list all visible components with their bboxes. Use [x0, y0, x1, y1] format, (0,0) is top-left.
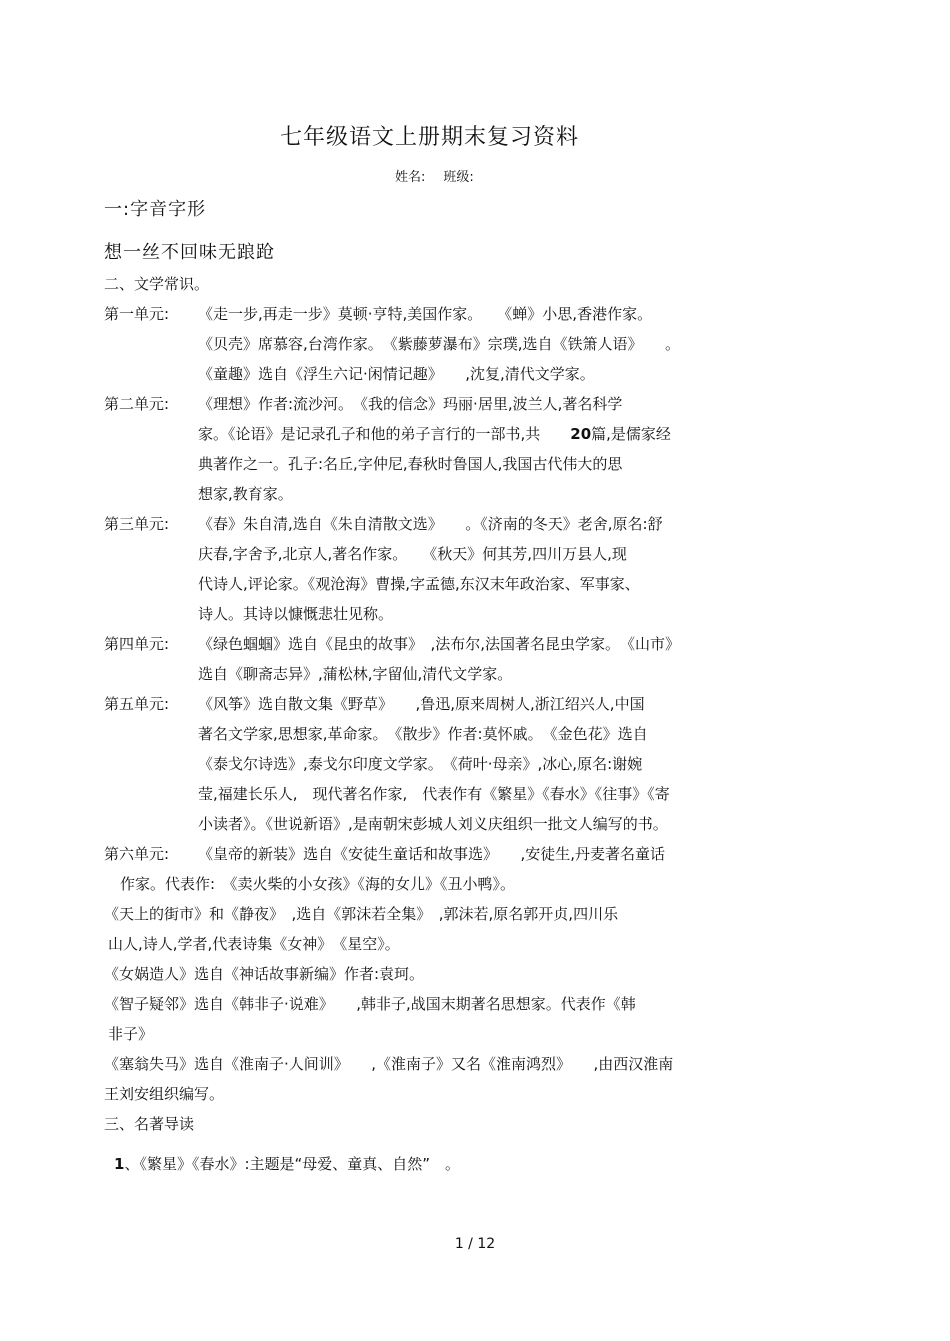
unit-2-line-4: 想家,教育家。 [198, 485, 293, 503]
unit-5-line-3: 《泰戈尔诗选》,泰戈尔印度文学家。 《荷叶·母亲》,冰心,原名:谢婉 [198, 755, 643, 773]
section-heading-1: 一:字音字形 [104, 199, 207, 220]
unit-4-line-2: 选自《聊斋志异》,蒲松林,字留仙,清代文学家。 [198, 665, 513, 683]
unit-5-line-1: 《风筝》选自散文集《野草》 ,鲁迅,原来周树人,浙江绍兴人,中国 [198, 695, 645, 713]
unit-3-line-2: 庆春,字舍予,北京人,著名作家。 《秋天》何其芳,四川万县人,现 [198, 545, 627, 563]
para-1-line-1: 《天上的街市》和《静夜》 ,选自《郭沫若全集》 ,郭沫若,原名郭开贞,四川乐 [104, 905, 619, 923]
unit-2-line-2 [198, 423, 671, 444]
para-3-line-2: 非子》 [108, 1025, 154, 1043]
unit-2-line-2-number: 20 [570, 425, 592, 443]
masterpiece-item-1 [114, 1153, 460, 1174]
unit-6-line-1: 《皇帝的新装》选自《安徒生童话和故事选》 ,安徒生,丹麦著名童话 [198, 845, 666, 863]
unit-1-line-2: 《贝壳》席慕容,台湾作家。 《紫藤萝瀑布》宗璞,选自《铁箫人语》 。 [198, 335, 681, 353]
page-number: 1 / 12 [454, 1236, 496, 1252]
para-4-line-1: 《塞翁失马》选自《淮南子·人间训》 ,《淮南子》又名《淮南鸿烈》 ,由西汉淮南 [104, 1055, 674, 1073]
unit-4-line-1: 《绿色蝈蝈》选自《昆虫的故事》 ,法布尔,法国著名昆虫学家。 《山市》 [198, 635, 681, 653]
unit-6-line-2: 作家。代表作: 《卖火柴的小女孩》《海的女儿》《丑小鸭》。 [120, 875, 516, 893]
unit-4-label: 第四单元: [104, 635, 170, 653]
unit-5-line-4: 莹,福建长乐人, 现代著名作家, 代表作有《繁星》《春水》《往事》《寄 [198, 785, 670, 803]
para-4-line-2: 王刘安组织编写。 [104, 1085, 225, 1103]
unit-1-line-1: 《走一步,再走一步》莫顿·亨特,美国作家。 《蝉》小思,香港作家。 [198, 305, 653, 323]
unit-2-line-1: 《理想》作者:流沙河。 《我的信念》玛丽·居里,波兰人,著名科学 [198, 395, 623, 413]
class-label: 班级: [443, 170, 474, 185]
para-2: 《女娲造人》选自《神话故事新编》作者:袁珂。 [104, 965, 425, 983]
unit-2-line-3: 典著作之一。孔子:名丘,字仲尼,春秋时鲁国人,我国古代伟大的思 [198, 455, 623, 473]
unit-1-label: 第一单元: [104, 305, 170, 323]
unit-5-line-2: 著名文学家,思想家,革命家。 《散步》作者:莫怀戚。 《金色花》选自 [198, 725, 648, 743]
para-1-line-2: 山人,诗人,学者,代表诗集《女神》 《星空》。 [108, 935, 400, 953]
section-heading-2: 二、文学常识。 [104, 275, 210, 293]
unit-3-line-3: 代诗人,评论家。《观沧海》曹操,字孟德,东汉末年政治家、军事家、 [198, 575, 640, 593]
unit-5-line-5: 小读者》。《世说新语》,是南朝宋彭城人刘义庆组织一批文人编写的书。 [198, 815, 668, 833]
section-heading-3: 三、名著导读 [104, 1115, 195, 1133]
name-label: 姓名: [395, 170, 426, 185]
unit-6-label: 第六单元: [104, 845, 170, 863]
unit-2-line-2-a: 家。《论语》是记录孔子和他的弟子言行的一部书,共 [198, 425, 571, 443]
para-3-line-1: 《智子疑邻》选自《韩非子·说难》 ,韩非子,战国末期著名思想家。代表作《韩 [104, 995, 636, 1013]
unit-3-line-1: 《春》朱自清,选自《朱自清散文选》 。《济南的冬天》老舍,原名:舒 [198, 515, 663, 533]
unit-3-label: 第三单元: [104, 515, 170, 533]
unit-2-label: 第二单元: [104, 395, 170, 413]
unit-1-line-3: 《童趣》选自《浮生六记·闲情记趣》 ,沈复,清代文学家。 [198, 365, 595, 383]
masterpiece-item-1-number: 1 [114, 1155, 125, 1173]
masterpiece-item-1-text: 、《繁星》《春水》:主题是“母爱、童真、自然” 。 [124, 1155, 461, 1173]
unit-2-line-2-c: 篇,是儒家经 [591, 425, 671, 443]
name-class-line [395, 166, 492, 185]
unit-5-label: 第五单元: [104, 695, 170, 713]
section-1-line: 想一丝不回味无踉跄 [104, 242, 275, 263]
unit-3-line-4: 诗人。其诗以慷慨悲壮见称。 [198, 605, 394, 623]
page-title: 七年级语文上册期末复习资料 [280, 125, 580, 150]
